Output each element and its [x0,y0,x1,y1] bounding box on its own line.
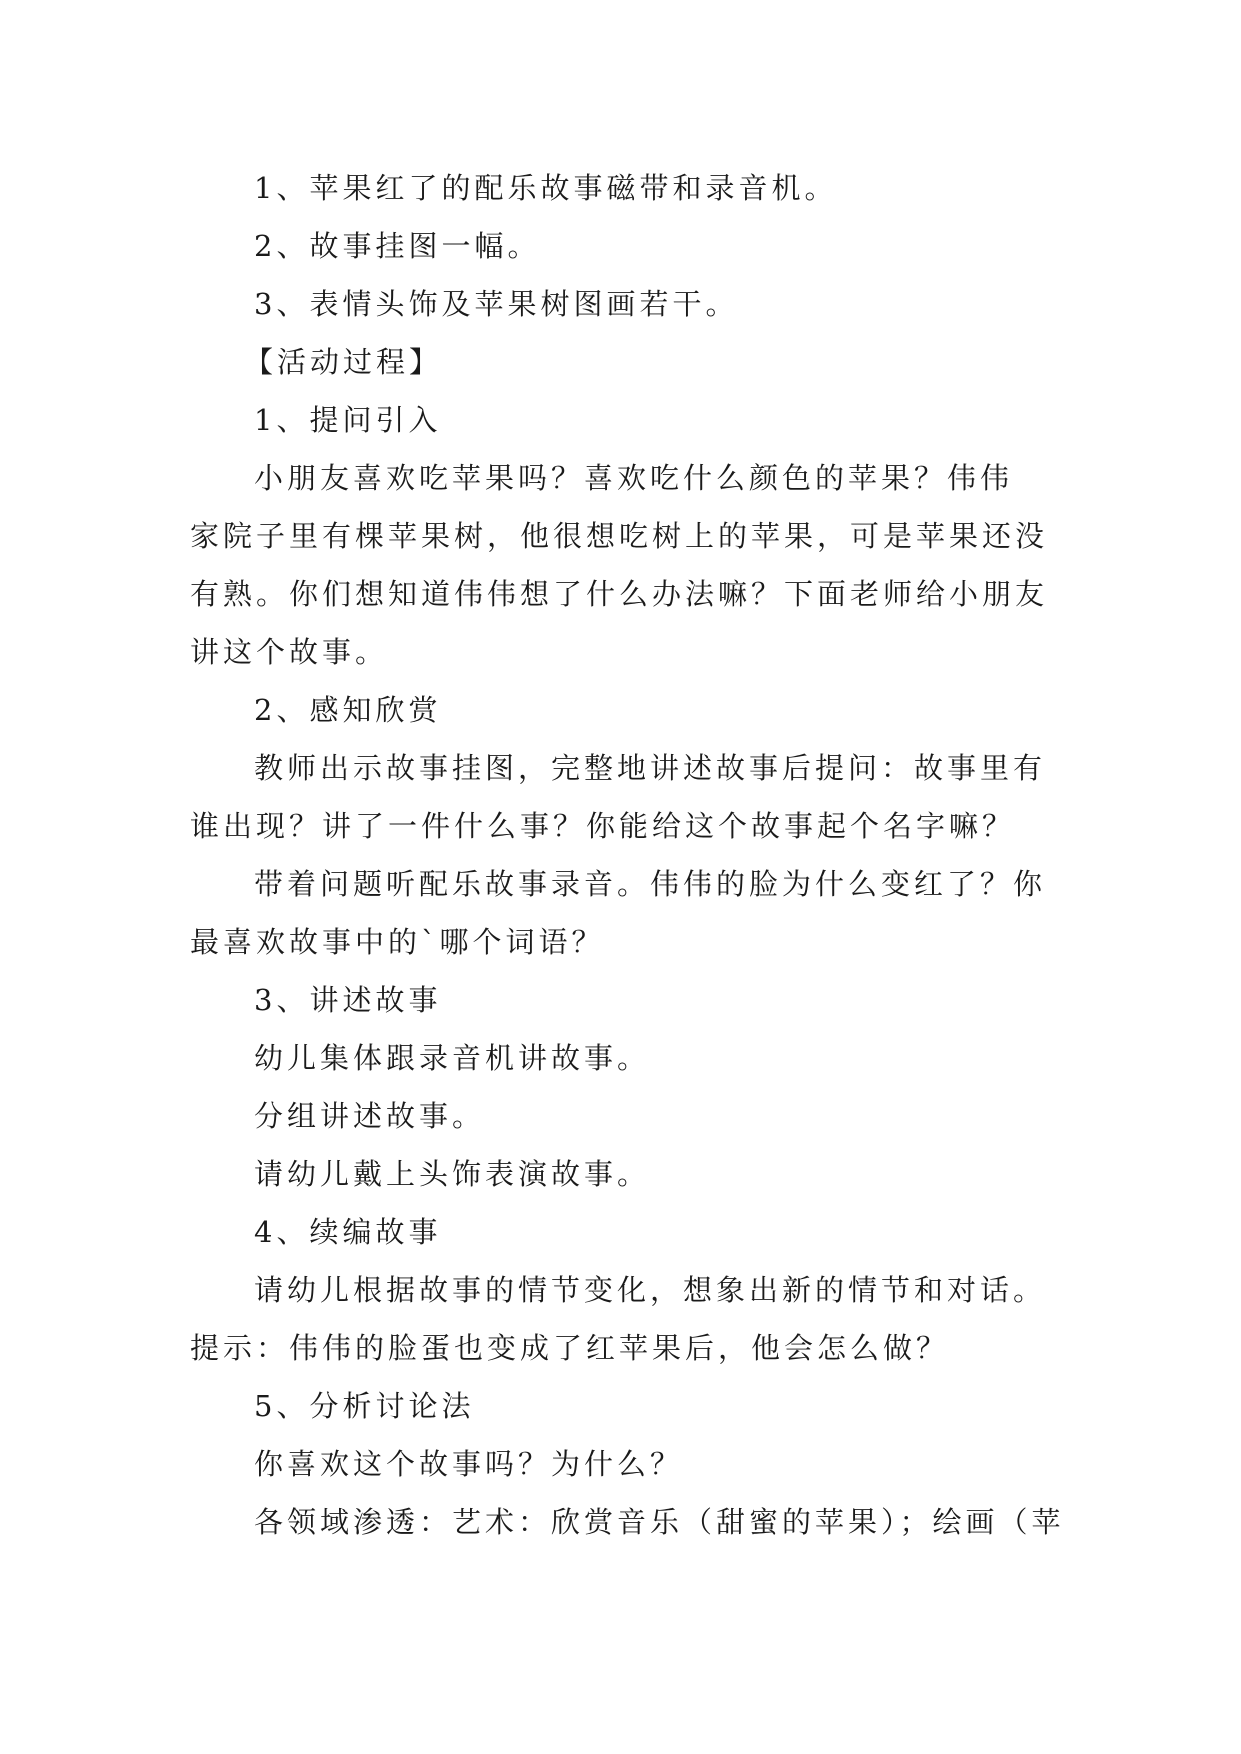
paragraph-line: 家院子里有棵苹果树，他很想吃树上的苹果，可是苹果还没 [190,519,1049,553]
paragraph-line: 最喜欢故事中的`哪个词语？ [190,925,605,959]
materials-item-3: 3、表情头饰及苹果树图画若干。 [254,287,739,321]
paragraph-line: 分组讲述故事。 [254,1099,486,1133]
paragraph-line: 请幼儿戴上头饰表演故事。 [254,1157,651,1191]
paragraph-line: 幼儿集体跟录音机讲故事。 [254,1041,651,1075]
paragraph-line: 教师出示故事挂图，完整地讲述故事后提问：故事里有 [254,751,1047,785]
paragraph-line: 各领域渗透：艺术：欣赏音乐（甜蜜的苹果）；绘画（苹 [254,1505,1065,1539]
paragraph-line: 提示：伟伟的脸蛋也变成了红苹果后，他会怎么做？ [190,1331,950,1365]
paragraph-line: 有熟。你们想知道伟伟想了什么办法嘛？下面老师给小朋友 [190,577,1049,611]
section-heading-activity-process: 【活动过程】 [244,345,443,379]
step-heading-5: 5、分析讨论法 [254,1389,475,1423]
paragraph-line: 带着问题听配乐故事录音。伟伟的脸为什么变红了？你 [254,867,1047,901]
step-heading-4: 4、续编故事 [254,1215,442,1249]
step-heading-2: 2、感知欣赏 [254,693,442,727]
materials-item-1: 1、苹果红了的配乐故事磁带和录音机。 [254,171,838,205]
paragraph-line: 你喜欢这个故事吗？为什么？ [254,1447,684,1481]
paragraph-line: 请幼儿根据故事的情节变化，想象出新的情节和对话。 [254,1273,1047,1307]
step-heading-1: 1、提问引入 [254,403,442,437]
materials-item-2: 2、故事挂图一幅。 [254,229,541,263]
paragraph-line: 谁出现？讲了一件什么事？你能给这个故事起个名字嘛？ [190,809,1016,843]
step-heading-3: 3、讲述故事 [254,983,442,1017]
paragraph-line: 讲这个故事。 [190,635,389,669]
paragraph-line: 小朋友喜欢吃苹果吗？喜欢吃什么颜色的苹果？伟伟 [254,461,1014,495]
